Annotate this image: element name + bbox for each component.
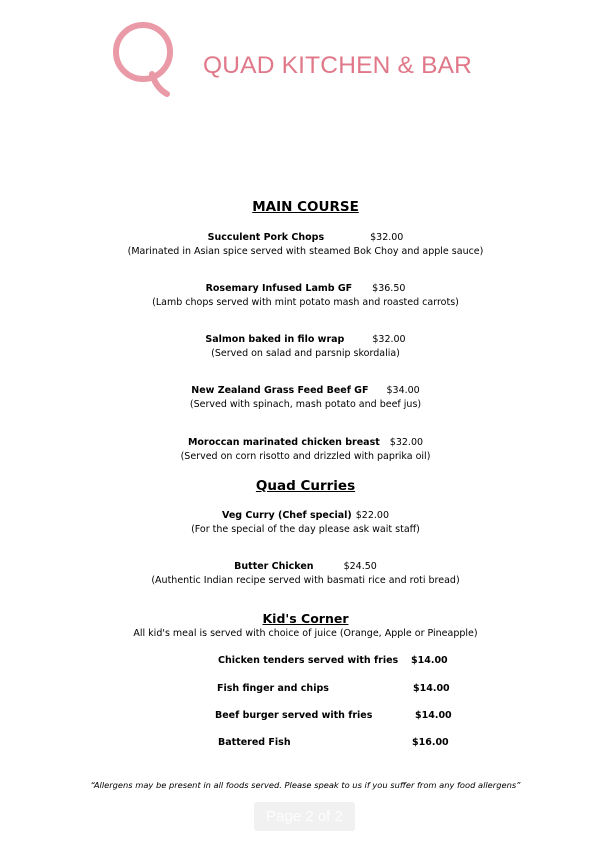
item-price: $36.50: [372, 283, 406, 294]
item-description: (Served with spinach, mash potato and beef jus): [189, 399, 422, 410]
menu-item: [0, 283, 611, 294]
allergen-note: “Allergens may be present in all foods served. Please speak to us if you suffer from any food allergens”: [90, 780, 521, 790]
kids-item-name: Fish finger and chips: [217, 683, 329, 694]
item-price: $34.00: [386, 385, 420, 396]
main-course-heading: MAIN COURSE: [252, 199, 359, 215]
item-description: (Lamb chops served with mint potato mash and roasted carrots): [152, 297, 459, 308]
item-description: (For the special of the day please ask wait staff): [191, 524, 420, 535]
item-price: $24.50: [343, 561, 377, 572]
item-price: $32.00: [370, 232, 404, 243]
menu-item: [0, 437, 611, 448]
q-logo-icon: [110, 18, 176, 98]
item-description: (Marinated in Asian spice served with steamed Bok Choy and apple sauce): [127, 246, 484, 257]
menu-item: [0, 232, 611, 243]
curries-heading: Quad Curries: [255, 478, 356, 494]
kids-item-name: Battered Fish: [218, 737, 291, 748]
brand-name: QUAD KITCHEN & BAR: [203, 52, 473, 79]
item-name: Succulent Pork Chops: [207, 232, 325, 243]
menu-item: [0, 561, 611, 572]
kids-item-name: Beef burger served with fries: [215, 710, 373, 721]
kids-item-price: $14.00: [413, 683, 450, 694]
page-indicator: Page 2 of 2: [254, 802, 355, 831]
kids-subtitle: All kid's meal is served with choice of juice (Orange, Apple or Pineapple): [133, 628, 478, 639]
item-name: New Zealand Grass Feed Beef GF: [191, 385, 369, 396]
item-name: Butter Chicken: [234, 561, 314, 572]
menu-item: [0, 510, 611, 521]
item-price: $32.00: [389, 437, 424, 448]
kids-item-price: $16.00: [412, 737, 449, 748]
item-name: Moroccan marinated chicken breast: [187, 437, 380, 448]
kids-item-price: $14.00: [415, 710, 452, 721]
kids-item-price: $14.00: [411, 655, 448, 666]
item-price: $32.00: [372, 334, 406, 345]
kids-heading: Kid's Corner: [262, 611, 349, 626]
kids-item-name: Chicken tenders served with fries: [218, 655, 399, 666]
item-description: (Served on salad and parsnip skordalia): [211, 348, 400, 359]
item-price: $22.00: [355, 510, 389, 521]
menu-item: [0, 385, 611, 396]
item-description: (Authentic Indian recipe served with basmati rice and roti bread): [151, 575, 460, 586]
menu-item: [0, 334, 611, 345]
item-name: Rosemary Infused Lamb GF: [205, 283, 353, 294]
item-description: (Served on corn risotto and drizzled with paprika oil): [180, 451, 431, 462]
item-name: Veg Curry (Chef special): [222, 510, 352, 521]
item-name: Salmon baked in filo wrap: [205, 334, 345, 345]
